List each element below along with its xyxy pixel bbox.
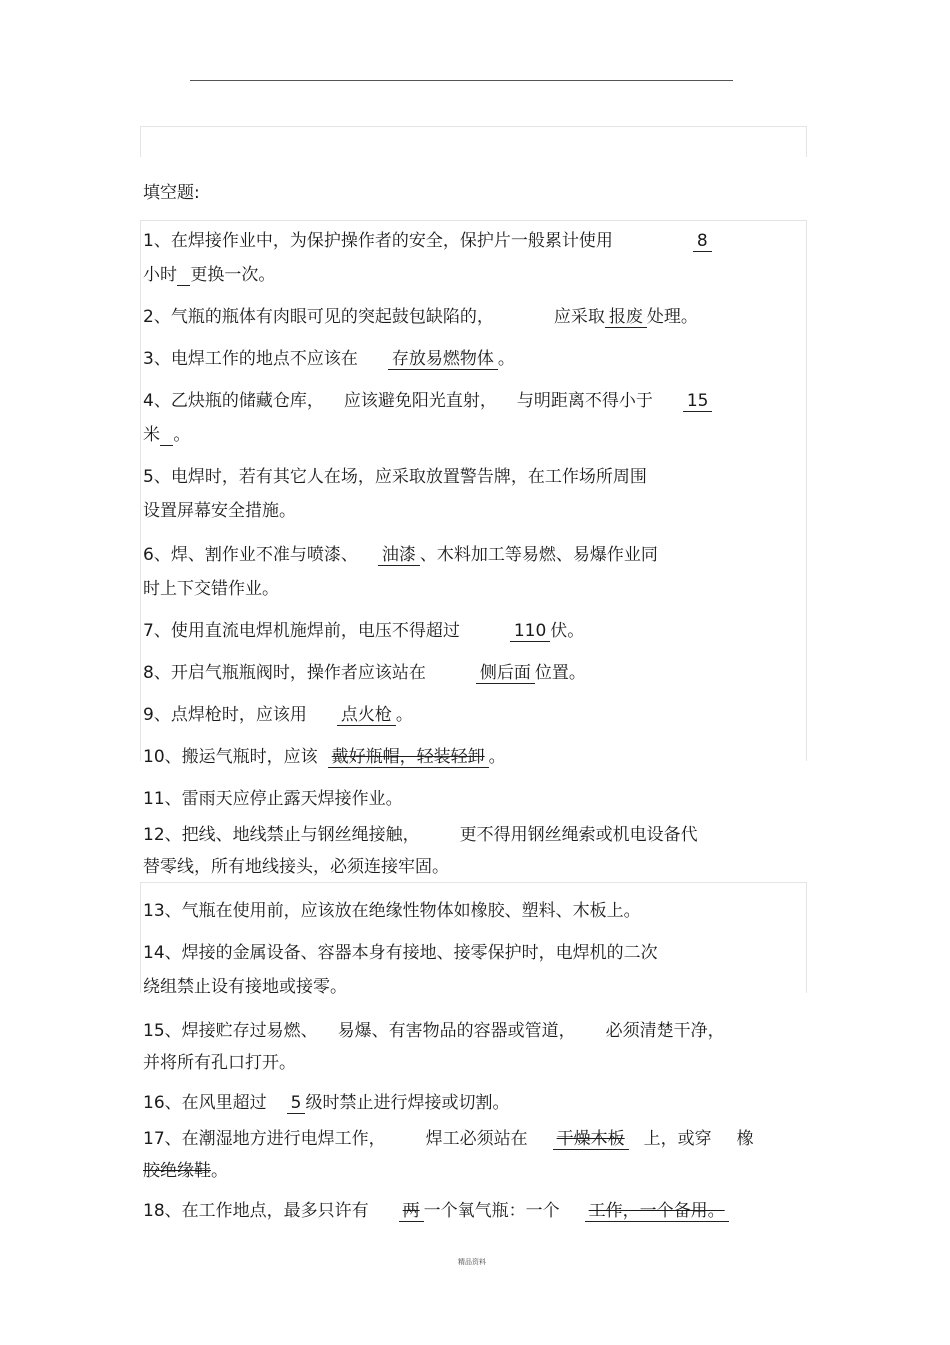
- question-8: 8、开启气瓶瓶阀时，操作者应该站在 侧后面 位置。: [143, 663, 586, 683]
- answer-blank: 8: [693, 231, 712, 252]
- answer-blank: [160, 425, 173, 446]
- answer-blank: 戴好瓶帽，轻装轻卸: [328, 747, 489, 768]
- question-12-line-2: 替零线，所有地线接头，必须连接牢固。: [143, 857, 449, 877]
- question-6-line-2: 时上下交错作业。: [143, 579, 279, 599]
- section-title: 填空题:: [143, 183, 200, 203]
- answer-blank: 侧后面: [476, 663, 535, 684]
- question-14-line-1: 14、焊接的金属设备、容器本身有接地、接零保护时，电焊机的二次: [143, 943, 658, 963]
- question-2: 2、气瓶的瓶体有肉眼可见的突起鼓包缺陷的， 应采取 报废 处理。: [143, 307, 698, 327]
- question-15-line-1: 15、焊接贮存过易燃、 易爆、有害物品的容器或管道， 必须清楚干净，: [143, 1021, 725, 1041]
- page-footer: 精品资料: [458, 1258, 486, 1266]
- question-10: 10、搬运气瓶时，应该 戴好瓶帽，轻装轻卸 。: [143, 747, 506, 767]
- frame-top: [140, 126, 807, 157]
- question-17-line-2: 胶绝缘鞋。: [143, 1161, 228, 1181]
- answer-blank: 报废: [605, 307, 647, 328]
- question-5-line-2: 设置屏幕安全措施。: [143, 501, 296, 521]
- question-11: 11、雷雨天应停止露天焊接作业。: [143, 789, 403, 809]
- question-4-line-2: 米 。: [143, 425, 191, 445]
- question-6-line-1: 6、焊、割作业不准与喷漆、 油漆 、木料加工等易燃、易爆作业同: [143, 545, 658, 565]
- question-1-line-2: 小时 更换一次。: [143, 265, 276, 285]
- answer-blank: 工作，一个备用。: [585, 1201, 729, 1222]
- question-7: 7、使用直流电焊机施焊前，电压不得超过 110 伏。: [143, 621, 585, 641]
- question-16: 16、在风里超过 5 级时禁止进行焊接或切割。: [143, 1093, 510, 1113]
- question-1-line-1: 1、在焊接作业中，为保护操作者的安全，保护片一般累计使用 8: [143, 231, 712, 252]
- answer-blank: 点火枪: [337, 705, 396, 726]
- question-14-line-2: 绕组禁止设有接地或接零。: [143, 977, 347, 997]
- question-12-line-1: 12、把线、地线禁止与钢丝绳接触， 更不得用钢丝绳索或机电设备代: [143, 825, 698, 845]
- question-18: 18、在工作地点，最多只许有 两 一个氧气瓶：一个 工作，一个备用。: [143, 1201, 729, 1222]
- header-rule: [190, 80, 733, 81]
- answer-blank: 存放易燃物体: [388, 349, 498, 370]
- question-4-line-1: 4、乙炔瓶的储藏仓库， 应该避免阳光直射， 与明距离不得小于 15: [143, 391, 712, 412]
- question-15-line-2: 并将所有孔口打开。: [143, 1053, 296, 1073]
- answer-blank: 两: [399, 1201, 424, 1222]
- question-13: 13、气瓶在使用前，应该放在绝缘性物体如橡胶、塑料、木板上。: [143, 901, 641, 921]
- question-3: 3、电焊工作的地点不应该在 存放易燃物体 。: [143, 349, 515, 369]
- answer-blank: [177, 265, 190, 286]
- answer-blank: 干燥木板: [553, 1129, 629, 1150]
- answer-blank: 油漆: [378, 545, 420, 566]
- question-17-line-1: 17、在潮湿地方进行电焊工作， 焊工必须站在 干燥木板 上，或穿 橡: [143, 1129, 754, 1149]
- answer-blank: 110: [510, 621, 550, 642]
- question-5-line-1: 5、电焊时，若有其它人在场，应采取放置警告牌，在工作场所周围: [143, 467, 647, 487]
- answer-blank: 15: [683, 391, 713, 412]
- answer-blank: 5: [287, 1093, 306, 1114]
- question-9: 9、点焊枪时，应该用 点火枪 。: [143, 705, 413, 725]
